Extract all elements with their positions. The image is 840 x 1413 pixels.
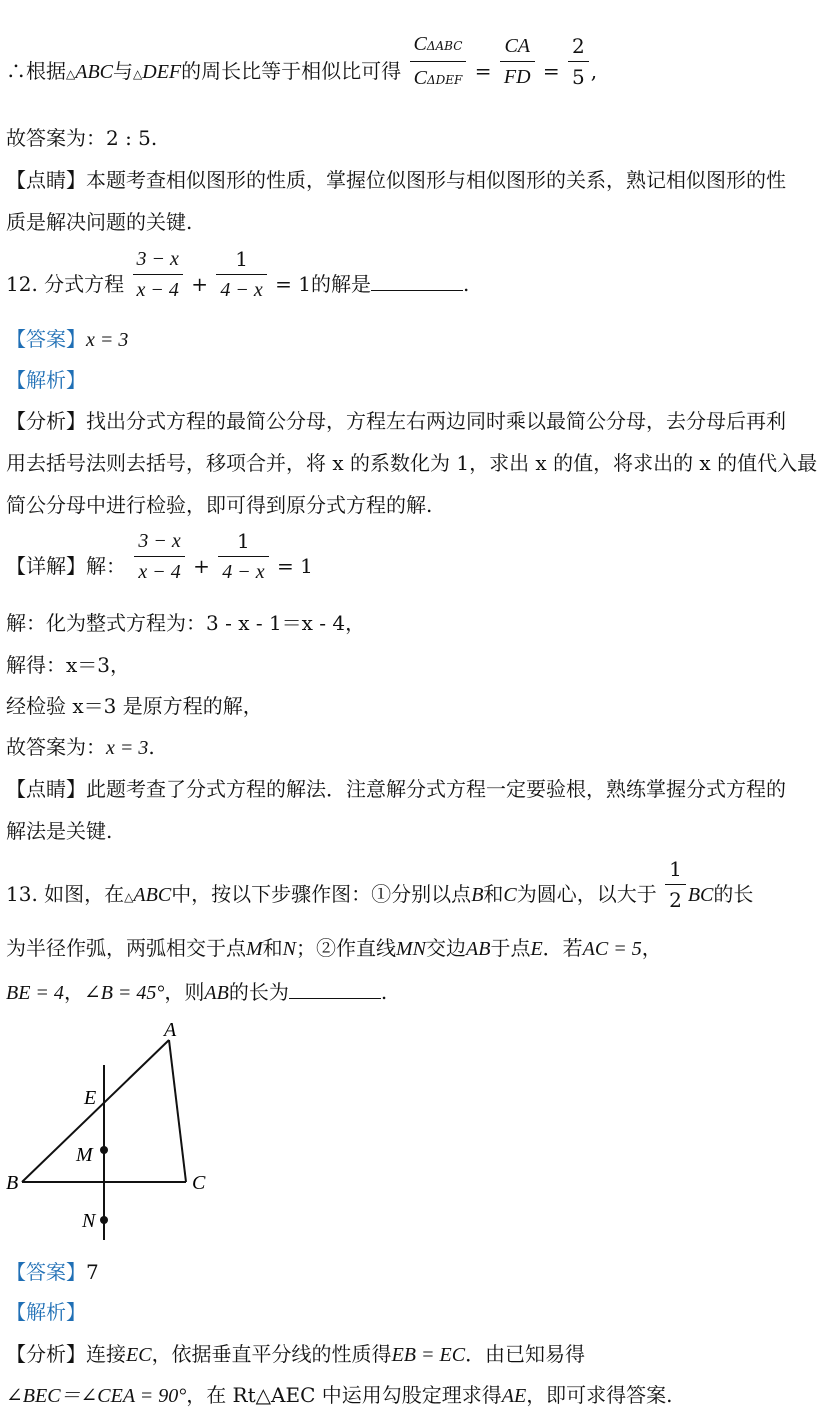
segment-ba [22,1040,169,1182]
point-n [100,1216,108,1224]
q12-answer: 【答案】x = 3 [6,327,129,351]
q12-step3: 经检验 x＝3 是原方程的解， [6,694,263,718]
q12-dianjing-line2: 解法是关键. [6,819,113,843]
q12-fraction-1: $\frac{3 - x}{x - 4}$ [133,244,183,305]
label-e: E [84,1087,97,1109]
prev-dianjing-line2: 质是解决问题的关键. [6,210,193,234]
q13-fenxi-line1: 【分析】连接EC，依据垂直平分线的性质得EB = EC．由已知易得 [6,1342,586,1366]
segment-ac [169,1040,186,1182]
q13-stem-line2: 为半径作弧，两弧相交于点M和N；②作直线MN交边AB于点E．若AC = 5， [6,936,662,960]
q13-jiexi-tag: 【解析】 [6,1300,86,1324]
q12-xiangjie: 【详解】解： $\frac{3 - x}{x - 4}$ + $\frac{1}{4 - x}$ = 1 [6,548,313,587]
prev-answer-line: 故答案为：2 : 5. [6,126,158,150]
q12-stem: 12. 分式方程 $\frac{3 - x}{x - 4}$ + $\frac{1}{4 - x}$ = 1的解是 . [6,266,469,305]
q13-answer: 【答案】7 [6,1260,99,1284]
label-m: M [76,1144,93,1166]
q12-fenxi-line1: 【分析】找出分式方程的最简公分母，方程左右两边同时乘以最简公分母，去分母后再利 [6,409,786,433]
q12-jiexi-tag: 【解析】 [6,368,86,392]
answer-blank-q13 [289,978,381,999]
q13-fenxi-line2: ∠BEC＝∠CEA = 90°，在 Rt△AEC 中运用勾股定理求得AE，即可求得答案. [6,1383,673,1407]
label-a: A [164,1019,177,1041]
q12-fenxi-line3: 简公分母中进行检验，即可得到原分式方程的解. [6,493,433,517]
similarity-ratio-line: ∴根据△ABC与△DEF的周长比等于相似比可得 $\frac{\text{CΔABC}}{\text{CΔDEF}}$ = $\frac{CA}{FD}$ = $\frac{2}{5}$ , [6,50,597,95]
q12-xiangjie-fraction-2: $\frac{1}{4 - x}$ [218,526,268,587]
perimeter-fraction: $\frac{\text{CΔABC}}{\text{CΔDEF}}$ [410,28,467,95]
point-m [100,1146,108,1154]
prev-dianjing-line1: 【点睛】本题考查相似图形的性质，掌握位似图形与相似图形的关系，熟记相似图形的性 [6,168,786,192]
label-n: N [82,1210,96,1232]
q12-final: 故答案为：x = 3. [6,735,155,759]
side-fraction: $\frac{CA}{FD}$ [500,31,535,92]
q12-step2: 解得：x＝3， [6,653,131,677]
q12-fraction-2: $\frac{1}{4 - x}$ [216,244,266,305]
q12-dianjing-line1: 【点睛】此题考查了分式方程的解法．注意解分式方程一定要验根，熟练掌握分式方程的 [6,777,786,801]
q12-xiangjie-fraction-1: $\frac{3 - x}{x - 4}$ [134,526,184,587]
q12-step1: 解：化为整式方程为：3 - x - 1＝x - 4， [6,611,366,635]
half-fraction: $\frac{1}{2}$ [665,854,686,915]
q12-fenxi-line2: 用去括号法则去括号，移项合并，将 x 的系数化为 1，求出 x 的值，将求出的 x 的值代入最 [6,451,818,475]
ratio-fraction: $\frac{2}{5}$ [568,31,589,92]
answer-blank [371,270,463,291]
label-c: C [192,1172,206,1194]
label-b: B [6,1172,19,1194]
q13-stem-line1: 13. 如图，在△ABC中，按以下步骤作图：①分别以点B和C为圆心，以大于 $\frac{1}{2}$ BC的长 [6,876,753,915]
q13-stem-line3: BE = 4，∠B = 45°，则AB的长为 . [6,980,388,1004]
triangle-construction-figure [0,1015,220,1250]
